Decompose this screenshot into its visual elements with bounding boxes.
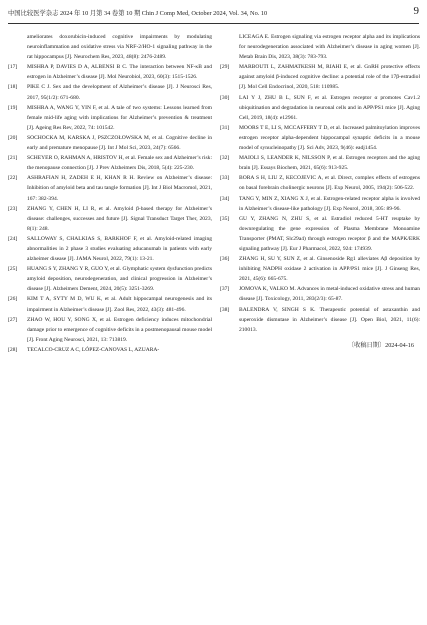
reference-text: MOORS T E, LI S, MCCAFFERY T D, et al. Increased palmitoylation improves estrogen receptor alpha-dependent hippocampal synaptic deficits in a mouse model of synucleinopathy [J]. Sci Adv, 2023, 9(46): eadj1454.: [239, 124, 420, 152]
reference-text: ASHRAFIAN H, ZADEH E H, KHAN R H. Review on Alzheimer’s disease: Inhibition of amyloid beta and tau tangle formation [J]. Int J Biol Macromol, 2021, 167: 382-394.: [27, 175, 212, 202]
reference-entry: [8, 234, 212, 264]
reference-number: [34]: [220, 195, 230, 202]
reference-text: KIM T A, SYTY M D, WU K, et al. Adult hippocampal neurogenesis and its impairment in Alzheimer’s disease [J]. Zool Res, 2022, 43(3): 481-496.: [27, 296, 212, 313]
reference-entry: [220, 153, 420, 173]
reference-text: SCHEYER O, RAHMAN A, HRISTOV H, et al. Female sex and Alzheimer’s risk: the menopause connection [J]. J Prev Alzheimers Dis, 2018, 5(4): 225-230.: [27, 155, 212, 172]
reference-text: MISHRA A, WANG Y, YIN F, et al. A tale of two systems: Lessons learned from female mid-life aging with implications for Alzheimer’s prevention & treatment [J]. Ageing Res Rev, 2022, 74: 101542.: [27, 104, 212, 131]
reference-text: ZHANG Y, CHEN H, LI R, et al. Amyloid β-based therapy for Alzheimer’s disease: challenges, successes and future [J]. Signal Transduct Target Ther, 2023, 8(1): 248.: [27, 205, 212, 232]
reference-text: BALENDRA V, SINGH S K. Therapeutic potential of astaxanthin and superoxide dismutase in Alzheimer’s disease [J]. Open Biol, 2021, 11(6): 210013.: [239, 306, 420, 333]
reference-number: [37]: [220, 286, 230, 293]
reference-entry: [8, 32, 212, 62]
references-right-column: [220, 32, 420, 351]
reference-number: [32]: [220, 155, 230, 162]
reference-entry: [8, 133, 212, 153]
reference-entry: [220, 305, 420, 335]
reference-text: SALLOWAY S, CHALKIAS S, BARKHOF F, et al. Amyloid-related imaging abnormalities in 2 phase 3 studies evaluating aducanumab in patients with early alzheimer disease [J]. JAMA Neurol, 2022, 79(1): 13-21.: [27, 235, 212, 263]
reference-text: SOCHOCKA M, KARSKA J, PSZCZOŁOWSKA M, et al. Cognitive decline in early and premature menopause [J]. Int J Mol Sci, 2023, 24(7): 6566.: [27, 134, 212, 152]
reference-entry: [220, 93, 420, 123]
reference-number: [23]: [8, 205, 18, 212]
reference-text: TECALCO-CRUZ A C, LÓPEZ-CANOVAS L, AZUARA-: [27, 346, 160, 353]
reference-number: [21]: [8, 155, 18, 162]
reference-entry: [220, 173, 420, 193]
reference-text: MAIOLI S, LEANDER K, NILSSON P, et al. Estrogen receptors and the aging brain [J]. Essays Biochem, 2021, 65(6): 913-925.: [239, 155, 420, 172]
reference-entry: [8, 204, 212, 234]
reference-entry: [8, 153, 212, 173]
received-date: 〔收稿日期〕2024-04-16: [348, 341, 414, 349]
reference-entry: [220, 214, 420, 254]
reference-number: [26]: [8, 296, 18, 303]
reference-text: PIKE C J. Sex and the development of Alzheimer’s disease [J]. J Neurosci Res, 2017, 95(1/2): 671-680.: [27, 84, 212, 101]
reference-text: LAI Y J, ZHU B L, SUN F, et al. Estrogen receptor α promotes Cav1.2 ubiquitination and degradation in neuronal cells and in APP/PS1 mice [J]. Aging Cell, 2019, 18(4): e12961.: [239, 94, 420, 121]
header-rule: [8, 23, 419, 24]
reference-text: GU Y, ZHANG N, ZHU S, et al. Estradiol reduced 5-HT reuptake by downregulating the gene expression of Plasma Membrane Monoamine Transporter (PMAT, Slc29a4) through estrogen receptor β and the MAPK/ERK signaling pathway [J]. Eur J Pharmacol, 2022, 924: 174939.: [239, 215, 420, 252]
reference-number: [28]: [8, 346, 18, 353]
reference-text: ameliorates doxorubicin-induced cognitive impairments by modulating neuroinflammation and oxidative stress via NRF-2/HO-1 signaling pathway in the rat hippocampus [J]. Neurochem Res, 2023, 48(8): 2476-2489.: [27, 34, 212, 61]
reference-entry: [8, 173, 212, 203]
reference-entry: [220, 62, 420, 92]
reference-number: [20]: [8, 134, 18, 141]
reference-number: [30]: [220, 94, 230, 101]
reference-number: [19]: [8, 104, 18, 111]
reference-entry: [8, 294, 212, 314]
reference-entry: [220, 32, 420, 62]
reference-text: JOMOVA K, VALKO M. Advances in metal-induced oxidative stress and human disease [J]. Toxicology, 2011, 283(2/3): 65-87.: [239, 286, 420, 303]
reference-number: [35]: [220, 215, 230, 222]
reference-number: [29]: [220, 64, 230, 71]
reference-text: LICEAGA E. Estrogen signaling via estrogen receptor alpha and its implications for neurodegeneration associated with Alzheimer’s disease in aging women [J]. Metab Brain Dis, 2023, 38(3): 783-793.: [239, 34, 420, 61]
reference-text: ZHANG H, SU Y, SUN Z, et al. Ginsenoside Rg1 alleviates Aβ deposition by inhibiting NADPH oxidase 2 activation in APP/PS1 mice [J]. J Ginseng Res, 2021, 45(6): 665-675.: [239, 256, 420, 283]
page-number: 9: [413, 5, 419, 17]
reference-text: MISHRA P, DAVIES D A, ALBENSI B C. The interaction between NF-κB and estrogen in Alzheimer’s disease [J]. Mol Neurobiol, 2023, 60(3): 1515-1526.: [27, 64, 212, 81]
running-header: [8, 5, 419, 24]
reference-number: [22]: [8, 175, 18, 182]
reference-entry: [8, 103, 212, 133]
reference-text: HUANG S Y, ZHANG Y R, GUO Y, et al. Glymphatic system dysfunction predicts amyloid deposition, neurodegeneration, and clinical progression in Alzheimer’s disease [J]. Alzheimers Dement, 2024, 20(5): 3251-3269.: [27, 266, 212, 293]
reference-number: [18]: [8, 84, 18, 91]
reference-number: [24]: [8, 235, 18, 242]
reference-number: [33]: [220, 175, 230, 182]
reference-entry: [220, 254, 420, 284]
reference-number: [31]: [220, 124, 230, 131]
reference-entry: [8, 345, 212, 355]
reference-entry: [220, 194, 420, 214]
reference-entry: [8, 315, 212, 345]
reference-number: [25]: [8, 266, 18, 273]
reference-text: BORA S H, LIU Z, KECOJEVIC A, et al. Direct, complex effects of estrogens on basal forebrain cholinergic neurons [J]. Exp Neurol, 2005, 194(2): 506-522.: [239, 175, 420, 192]
reference-number: [36]: [220, 256, 230, 263]
reference-entry: [8, 82, 212, 102]
header-journal-info: 中国比较医学杂志 2024 年 10 月第 34 卷第 10 期 Chin J Comp Med, October 2024, Vol. 34, No. 10: [8, 10, 268, 17]
reference-entry: [8, 264, 212, 294]
reference-entry: [220, 123, 420, 153]
reference-number: [27]: [8, 316, 18, 323]
reference-entry: [220, 284, 420, 304]
reference-number: [17]: [8, 64, 18, 71]
reference-text: TANG Y, MIN Z, XIANG X J, et al. Estrogen-related receptor alpha is involved in Alzheimer’s disease-like pathology [J]. Exp Neurol, 2018, 305: 89-96.: [239, 195, 420, 212]
references-left-column: [8, 32, 212, 355]
reference-text: ZHAO W, HOU Y, SONG X, et al. Estrogen deficiency induces mitochondrial damage prior to emergence of cognitive deficits in a postmenopausal mouse model [J]. Front Aging Neurosci, 2021, 13: 713819.: [27, 316, 212, 343]
reference-text: MARBOUTI L, ZAHMATKESH M, RIAHI E, et al. GnRH protective effects against amyloid β-induced cognitive decline: a potential role of the 17β-estradiol [J]. Mol Cell Endocrinol, 2020, 518: 110985.: [239, 64, 420, 91]
reference-entry: [8, 62, 212, 82]
reference-number: [38]: [220, 306, 230, 313]
